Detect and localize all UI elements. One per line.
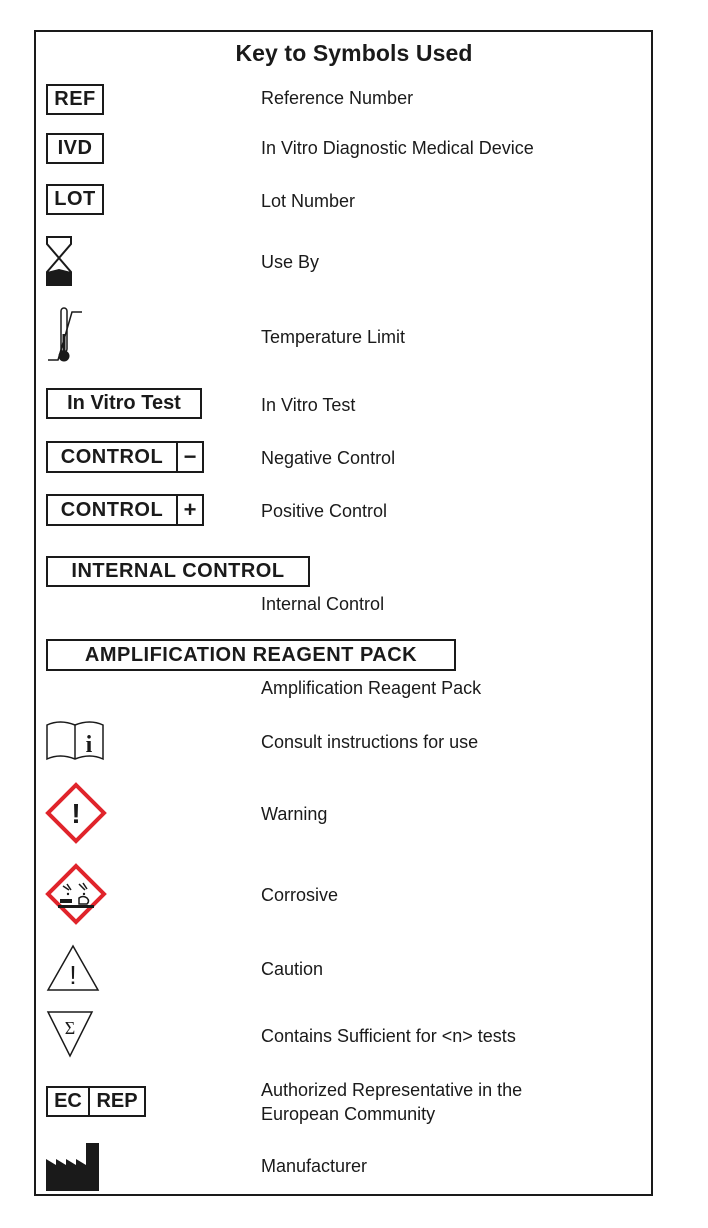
minus-sign: −: [183, 444, 197, 469]
ref-symbol: REF: [46, 84, 104, 115]
ec-rep-label-line2: European Community: [261, 1104, 436, 1124]
control-text: CONTROL: [48, 443, 178, 471]
negative-control-symbol: [46, 441, 204, 473]
warning-label: Warning: [261, 804, 328, 824]
rep-text: REP: [96, 1090, 138, 1112]
exclamation-glyph: !: [69, 960, 77, 990]
temperature-label: Temperature Limit: [261, 327, 406, 347]
factory-icon: [46, 1143, 100, 1191]
amplification-reagent-pack-symbol: AMPLIFICATION REAGENT PACK: [46, 639, 456, 671]
caution-label: Caution: [261, 959, 324, 979]
caution-triangle-icon: [46, 944, 100, 992]
instructions-label: Consult instructions for use: [261, 732, 479, 752]
internal-control-symbol: INTERNAL CONTROL: [46, 556, 310, 587]
page-title: Key to Symbols Used: [235, 40, 473, 66]
internal-control-label: Internal Control: [261, 594, 385, 614]
manufacturer-label: Manufacturer: [261, 1156, 368, 1176]
sufficient-label: Contains Sufficient for <n> tests: [261, 1026, 516, 1046]
lot-label: Lot Number: [261, 191, 356, 211]
ec-rep-label: [261, 1078, 522, 1126]
positive-control-label: Positive Control: [261, 501, 388, 521]
use-by-label: Use By: [261, 252, 320, 272]
hourglass-icon: [46, 236, 72, 286]
in-vitro-test-label: In Vitro Test: [261, 395, 356, 415]
in-vitro-test-symbol: In Vitro Test: [46, 388, 202, 419]
ec-rep-label-line1: Authorized Representative in the: [261, 1080, 523, 1100]
ec-rep-symbol: [46, 1086, 146, 1117]
exclamation-glyph: !: [71, 798, 81, 829]
sigma-triangle-icon: [46, 1010, 94, 1058]
warning-diamond-icon: [46, 783, 106, 843]
negative-control-label: Negative Control: [261, 448, 396, 468]
control-text: CONTROL: [48, 496, 178, 524]
ivd-symbol: IVD: [46, 133, 104, 164]
corrosive-diamond-icon: [46, 864, 106, 924]
plus-sign: +: [183, 497, 197, 522]
ref-label: Reference Number: [261, 88, 414, 108]
corrosive-label: Corrosive: [261, 885, 339, 905]
lot-symbol: LOT: [46, 184, 104, 215]
ivd-label: In Vitro Diagnostic Medical Device: [261, 138, 534, 158]
positive-control-symbol: [46, 494, 204, 526]
ec-text: EC: [48, 1088, 90, 1115]
sigma-glyph: Σ: [64, 1018, 76, 1038]
book-info-icon: [46, 720, 104, 760]
thermometer-icon: [46, 304, 84, 366]
info-glyph: i: [85, 732, 93, 758]
amplification-label: Amplification Reagent Pack: [261, 678, 482, 698]
